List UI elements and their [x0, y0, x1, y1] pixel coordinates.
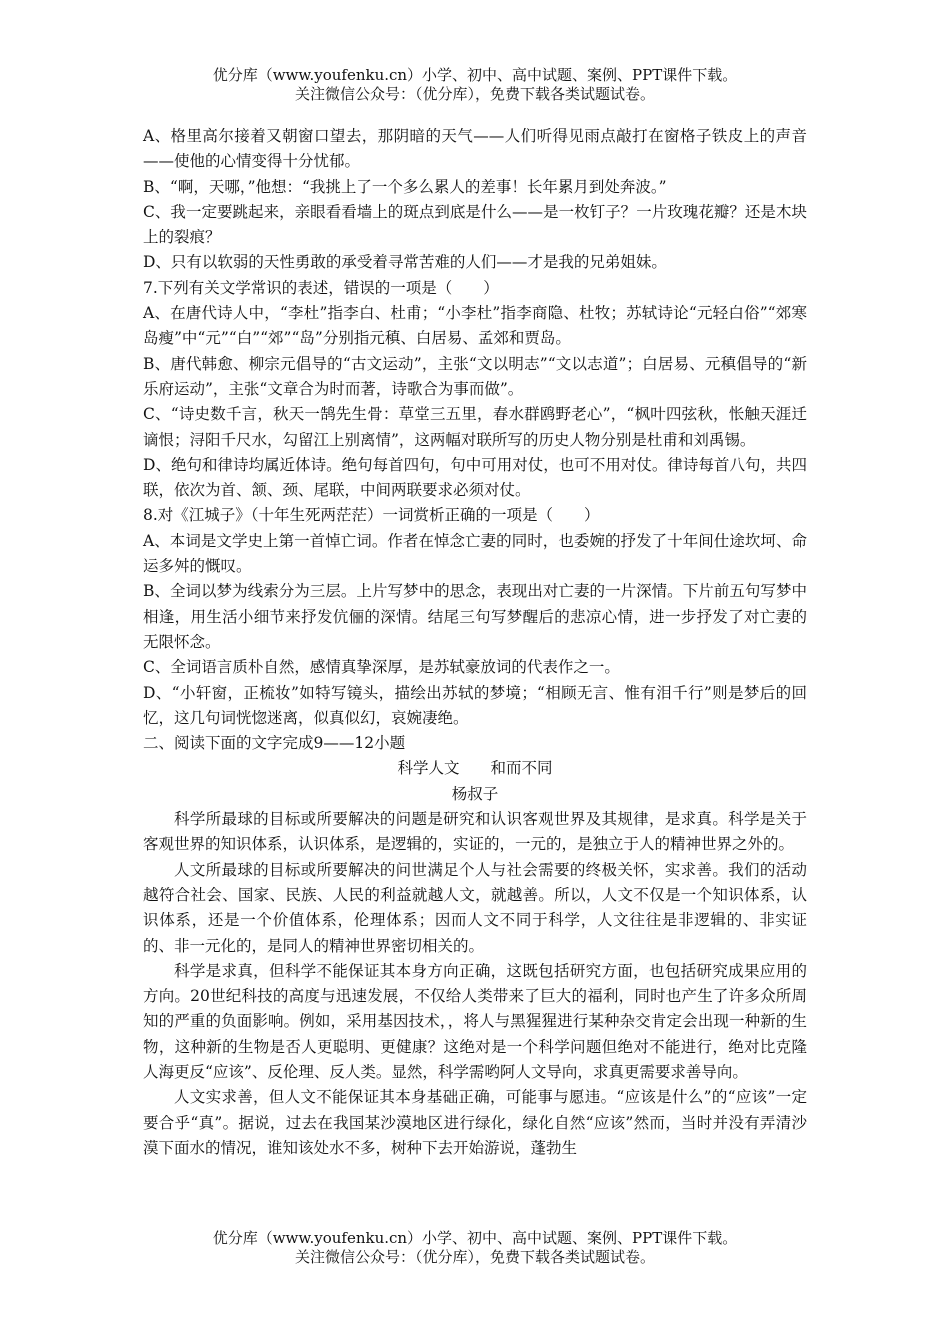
q8-option-d: D、“小轩窗，正梳妆”如特写镜头，描绘出苏轼的梦境；“相顾无言、惟有泪千行”则是梦后的回忆，这几句词恍惚迷离，似真似幻，哀婉凄绝。	[143, 683, 807, 727]
q8-option-c: C、全词语言质朴自然，感情真挚深厚，是苏轼豪放词的代表作之一。	[143, 658, 620, 677]
q7-option-d: D、绝句和律诗均属近体诗。绝句每首四句，句中可用对仗，也可不用对仗。律诗每首八句，共四联，依次为首、颔、颈、尾联，中间两联要求必须对仗。	[143, 455, 807, 500]
q8-option-b: B、全词以梦为线索分为三层。上片写梦中的思念，表现出对亡妻的一片深情。下片前五句写梦中相逢，用生活小细节来抒发伉俪的深情。结尾三句写梦醒后的悲凉心情，进一步抒发了对亡妻的无限怀念。	[143, 582, 807, 651]
article-paragraph: 科学所最球的目标或所要解决的问题是研究和认识客观世界及其规律，是求真。科学是关于客观世界的知识体系，认识体系，是逻辑的，实证的，一元的，是独立于人的精神世界之外的。	[143, 810, 807, 854]
header-line-2: 关注微信公众号：（优分库），免费下载各类试题试卷。	[294, 85, 655, 103]
q6-option-c: C、我一定要跳起来，亲眼看看墙上的斑点到底是什么——是一枚钉子？一片玫瑰花瓣？还是木块上的裂痕？	[143, 202, 807, 247]
article-author: 杨叔子	[451, 784, 499, 803]
q7-option-b: B、唐代韩愈、柳宗元倡导的“古文运动”，主张“文以明志”“文以志道”；白居易、元稹倡导的“新乐府运动”，主张“文章合为时而著，诗歌合为事而做”。	[143, 354, 807, 398]
footer-line-1: 优分库（www.youfenku.cn）小学、初中、高中试题、案例、PPT课件下载。	[212, 1229, 738, 1247]
document-body	[143, 124, 807, 1161]
article-paragraph: 科学是求真，但科学不能保证其本身方向正确，这既包括研究方面，也包括研究成果应用的方向。20世纪科技的高度与迅速发展，不仅给人类带来了巨大的福利，同时也产生了许多众所周知的严重的负面影响。例如，采用基因技术，，将人与黑猩猩进行某种杂交肯定会出现一种新的生物，这种新的生物是否人更聪明、更健康？这绝对是一个科学问题但绝对不能进行，绝对比克隆人海更反“应该”、反伦理、反人类。显然，科学需哟阿人文导向，求真更需要求善导向。	[143, 961, 807, 1081]
page-footer	[0, 1229, 950, 1267]
page-header	[0, 66, 950, 104]
section-heading: 二、阅读下面的文字完成9——12小题	[143, 734, 406, 753]
footer-line-2: 关注微信公众号：（优分库），免费下载各类试题试卷。	[294, 1248, 655, 1266]
q7-option-a: A、在唐代诗人中，“李杜”指李白、杜甫；“小李杜”指李商隐、杜牧；苏轼诗论“元轻白俗”“郊寒岛瘦”中“元”“白”“郊”“岛”分别指元稹、白居易、孟郊和贾岛。	[143, 304, 807, 348]
q6-option-d: D、只有以软弱的天性勇敢的承受着寻常苦难的人们——才是我的兄弟姐妹。	[143, 253, 667, 272]
q6-option-b: B、“啊，天哪，”他想：“我挑上了一个多么累人的差事！长年累月到处奔波。”	[143, 177, 667, 196]
q6-option-a: A、格里高尔接着又朝窗口望去，那阴暗的天气——人们听得见雨点敲打在窗格子铁皮上的声音——使他的心情变得十分忧郁。	[143, 127, 807, 171]
q7-stem: 7.下列有关文学常识的表述，错误的一项是（ ）	[143, 278, 499, 297]
article-title: 科学人文 和而不同	[397, 759, 553, 778]
q8-option-a: A、本词是文学史上第一首悼亡词。作者在悼念亡妻的同时，也委婉的抒发了十年间仕途坎坷、命运多舛的慨叹。	[143, 531, 807, 576]
article-paragraph: 人文所最球的目标或所要解决的问世满足个人与社会需要的终极关怀，实求善。我们的活动越符合社会、国家、民族、人民的利益就越人文，就越善。所以，人文不仅是一个知识体系，认识体系，还是一个价值体系，伦理体系；因而人文不同于科学，人文往往是非逻辑的、非实证的、非一元化的，是同人的精神世界密切相关的。	[143, 860, 807, 955]
article-paragraph: 人文实求善，但人文不能保证其本身基础正确，可能事与愿违。“应该是什么”的“应该”一定要合乎“真”。据说，过去在我国某沙漠地区进行绿化，绿化自然“应该”然而，当时并没有弄清沙漠下面水的情况，谁知该处水不多，树种下去开始游说，蓬勃生	[143, 1088, 807, 1157]
q8-stem: 8.对《江城子》（十年生死两茫茫）一词赏析正确的一项是（ ）	[143, 506, 600, 525]
header-line-1: 优分库（www.youfenku.cn）小学、初中、高中试题、案例、PPT课件下载。	[212, 66, 738, 84]
q7-option-c: C、“诗史数千言，秋天一鹄先生骨：草堂三五里，春水群鸥野老心”，“枫叶四弦秋，怅触天涯迁谪恨；浔阳千尺水，勾留江上别离情”，这两幅对联所写的历史人物分别是杜甫和刘禹锡。	[143, 405, 807, 449]
